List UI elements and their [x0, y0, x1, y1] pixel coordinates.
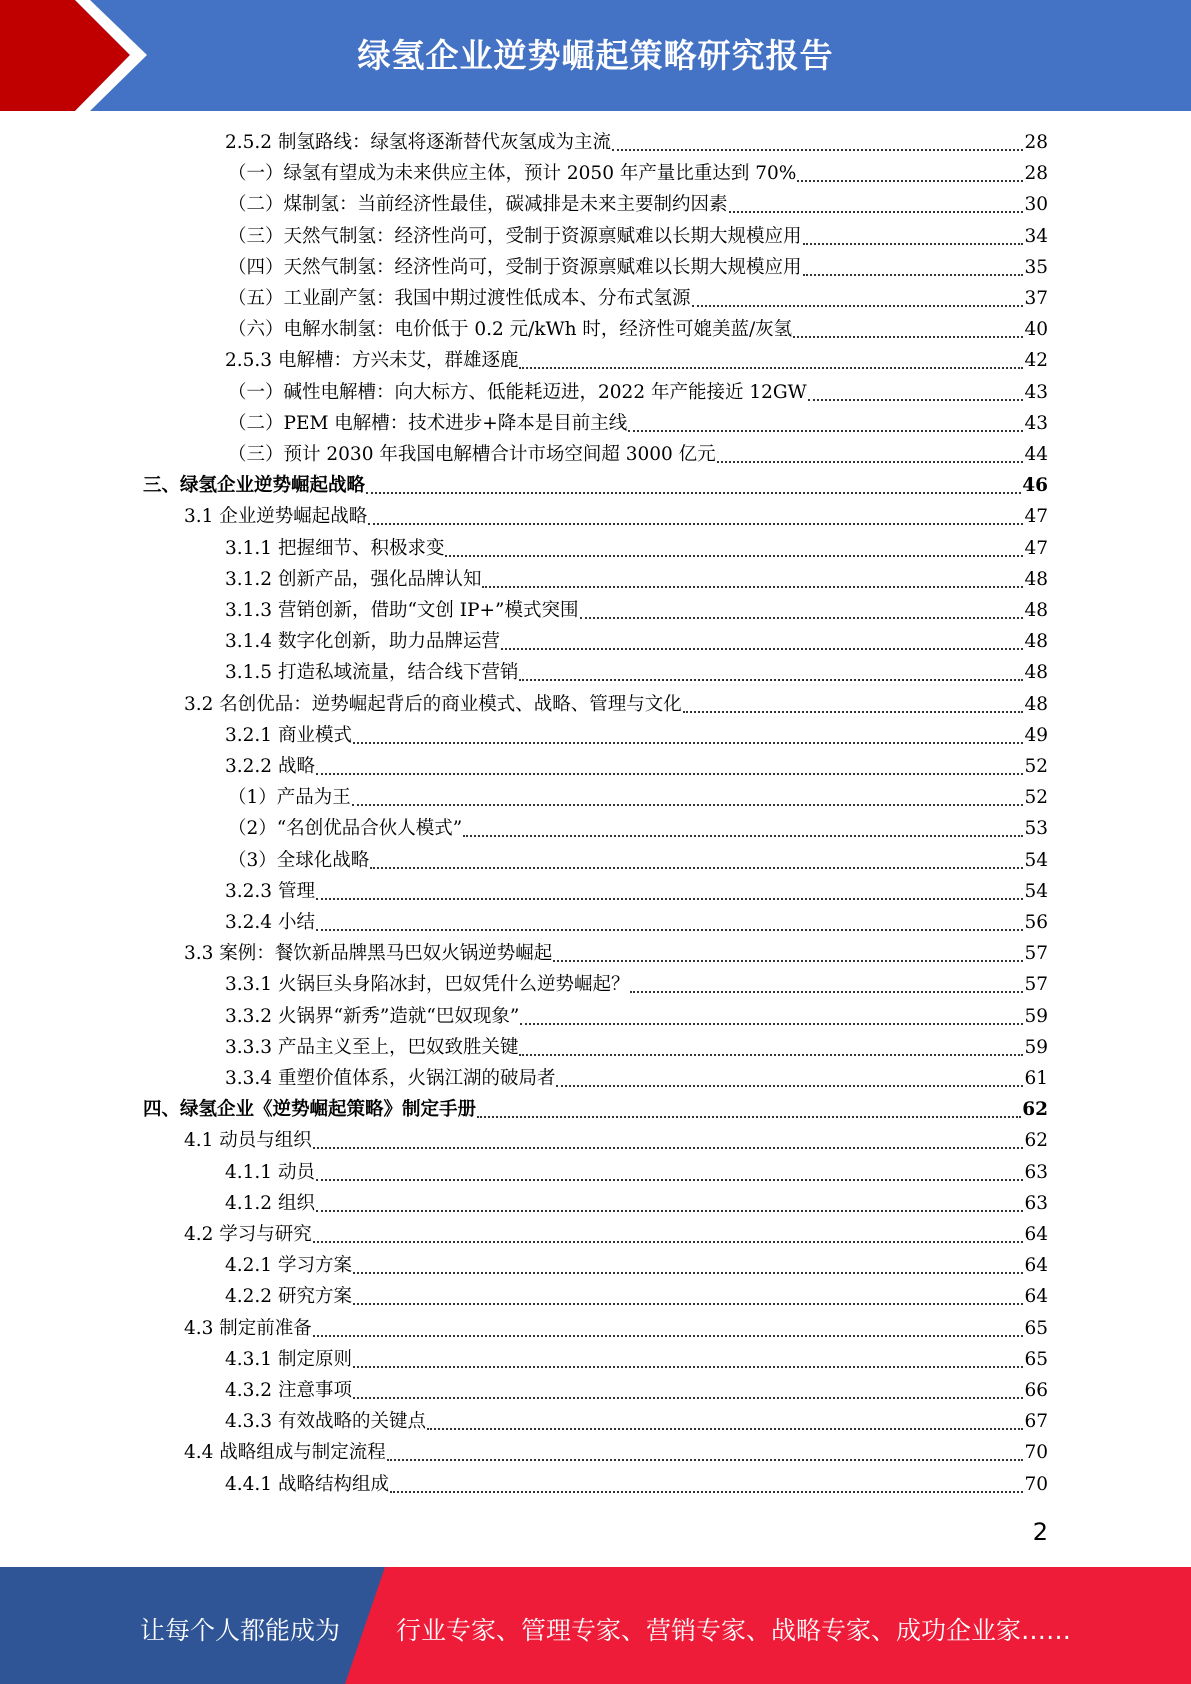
toc-entry-page: 52	[1024, 787, 1048, 809]
toc-entry-label: 4.1.1 动员	[225, 1161, 315, 1183]
toc-entry[interactable]	[225, 534, 1048, 564]
toc-entry-page: 48	[1024, 568, 1048, 590]
toc-entry[interactable]	[184, 1126, 1048, 1156]
toc-entry-label: （五）工业副产氢：我国中期过渡性低成本、分布式氢源	[228, 288, 691, 309]
toc-entry-label: （1）产品为王	[228, 787, 351, 809]
toc-entry-page: 57	[1024, 974, 1048, 996]
page-footer	[0, 1567, 1191, 1684]
toc-entry-page: 66	[1024, 1380, 1048, 1401]
toc-leader-dots	[793, 336, 1023, 338]
toc-entry-page: 62	[1024, 1130, 1048, 1152]
toc-entry-page: 53	[1024, 818, 1048, 840]
report-title: 绿氢企业逆势崛起策略研究报告	[357, 36, 834, 75]
toc-entry[interactable]	[228, 159, 1048, 189]
toc-leader-dots	[316, 773, 1024, 775]
toc-entry-label: 3.1.5 打造私域流量，结合线下营销	[225, 662, 519, 684]
toc-leader-dots	[313, 1241, 1024, 1243]
toc-entry[interactable]	[225, 877, 1048, 907]
toc-entry[interactable]	[228, 440, 1048, 470]
toc-entry-label: 3.1.1 把握细节、积极求变	[225, 537, 445, 559]
toc-leader-dots	[390, 1491, 1023, 1493]
toc-entry-label: 3.3.4 重塑价值体系，火锅江湖的破局者	[225, 1068, 556, 1089]
toc-entry[interactable]	[225, 752, 1048, 782]
toc-entry-page: 54	[1024, 880, 1048, 902]
toc-leader-dots	[519, 367, 1023, 369]
toc-entry-label: 3.1.3 营销创新，借助“文创 IP+”模式突围	[225, 600, 579, 621]
toc-leader-dots	[316, 929, 1024, 931]
toc-entry-page: 62	[1022, 1099, 1048, 1121]
toc-entry-page: 56	[1024, 912, 1048, 933]
toc-entry-label: 4.2.1 学习方案	[225, 1255, 352, 1277]
toc-entry-label: 3.2 名创优品：逆势崛起背后的商业模式、战略、管理与文化	[184, 693, 682, 715]
toc-leader-dots	[353, 742, 1024, 744]
toc-entry-page: 57	[1024, 943, 1048, 965]
toc-entry-label: 4.3.2 注意事项	[225, 1380, 352, 1401]
toc-entry[interactable]	[228, 253, 1048, 283]
toc-entry-label: 4.2.2 研究方案	[225, 1286, 352, 1308]
toc-entry-page: 70	[1024, 1442, 1048, 1464]
toc-entry[interactable]	[228, 284, 1048, 314]
toc-leader-dots	[482, 586, 1023, 588]
toc-entry[interactable]	[228, 378, 1048, 408]
toc-entry-page: 44	[1024, 444, 1048, 465]
toc-entry-page: 65	[1024, 1317, 1048, 1339]
toc-entry-label: 4.3 制定前准备	[184, 1317, 312, 1339]
toc-leader-dots	[427, 1428, 1023, 1430]
toc-entry[interactable]	[225, 627, 1048, 657]
toc-entry-page: 59	[1024, 1036, 1048, 1058]
toc-entry-page: 63	[1024, 1161, 1048, 1183]
toc-entry-label: 3.3 案例：餐饮新品牌黑马巴奴火锅逆势崛起	[184, 943, 553, 965]
toc-entry[interactable]	[225, 658, 1048, 688]
toc-leader-dots	[729, 211, 1024, 213]
toc-entry-page: 42	[1024, 350, 1048, 372]
toc-entry-page: 54	[1024, 849, 1048, 871]
toc-entry[interactable]	[225, 596, 1048, 626]
toc-entry[interactable]	[143, 471, 1048, 501]
footer-slogan-right: 行业专家、管理专家、营销专家、战略专家、成功企业家……	[396, 1616, 1072, 1645]
toc-leader-dots	[313, 1335, 1024, 1337]
toc-entry[interactable]	[184, 1220, 1048, 1250]
toc-leader-dots	[612, 149, 1023, 151]
toc-entry-page: 67	[1024, 1411, 1048, 1433]
toc-entry-label: 三、绿氢企业逆势崛起战略	[143, 475, 366, 497]
toc-entry-label: 4.4 战略组成与制定流程	[184, 1442, 386, 1464]
toc-entry[interactable]	[225, 1345, 1048, 1375]
toc-entry-label: （二）煤制氢：当前经济性最佳，碳减排是未来主要制约因素	[228, 194, 728, 216]
toc-entry[interactable]	[225, 1189, 1048, 1219]
toc-entry-label: 3.2.1 商业模式	[225, 724, 352, 746]
toc-entry-label: 3.1.2 创新产品，强化品牌认知	[225, 568, 482, 590]
toc-entry-label: （3）全球化战略	[228, 849, 370, 871]
toc-entry-label: （四）天然气制氢：经济性尚可，受制于资源禀赋难以长期大规模应用	[228, 256, 802, 278]
toc-entry-page: 47	[1024, 537, 1048, 559]
toc-entry-page: 63	[1024, 1192, 1048, 1214]
toc-entry[interactable]	[228, 846, 1048, 876]
toc-entry[interactable]	[184, 690, 1048, 720]
toc-entry-page: 52	[1024, 756, 1048, 777]
toc-entry-page: 47	[1024, 506, 1048, 528]
toc-entry-page: 35	[1024, 256, 1048, 278]
toc-leader-dots	[353, 1366, 1024, 1368]
toc-entry[interactable]	[225, 1002, 1048, 1032]
toc-entry-label: （2）“名创优品合伙人模式”	[228, 818, 463, 840]
toc-leader-dots	[352, 804, 1024, 806]
toc-entry-page: 48	[1024, 600, 1048, 621]
toc-entry-page: 70	[1024, 1473, 1048, 1495]
toc-entry-page: 61	[1024, 1068, 1048, 1089]
toc-entry-page: 34	[1024, 225, 1048, 247]
toc-entry-label: 3.2.3 管理	[225, 880, 315, 902]
page-number: 2	[1032, 1518, 1048, 1546]
toc-entry-label: 3.2.2 战略	[225, 756, 315, 777]
toc-entry-label: 3.3.1 火锅巨头身陷冰封，巴奴凭什么逆势崛起？	[225, 974, 630, 996]
toc-leader-dots	[313, 1147, 1024, 1149]
toc-entry[interactable]	[225, 128, 1048, 158]
toc-entry-label: 4.2 学习与研究	[184, 1224, 312, 1245]
toc-entry-label: 2.5.2 制氢路线：绿氢将逐渐替代灰氢成为主流	[225, 132, 611, 153]
toc-entry[interactable]	[184, 939, 1048, 969]
toc-entry[interactable]	[225, 346, 1048, 376]
toc-entry[interactable]	[225, 1282, 1048, 1312]
toc-leader-dots	[477, 1116, 1021, 1118]
toc-leader-dots	[692, 305, 1024, 307]
toc-entry-page: 46	[1022, 475, 1048, 497]
toc-entry-page: 64	[1024, 1255, 1048, 1277]
toc-entry-label: 4.1 动员与组织	[184, 1130, 312, 1152]
toc-leader-dots	[316, 1210, 1024, 1212]
toc-leader-dots	[463, 835, 1023, 837]
toc-leader-dots	[370, 867, 1023, 869]
toc-entry[interactable]	[184, 1438, 1048, 1468]
toc-entry-page: 28	[1024, 132, 1048, 153]
toc-entry[interactable]	[228, 783, 1048, 813]
toc-entry-page: 48	[1024, 631, 1048, 653]
toc-leader-dots	[501, 648, 1023, 650]
toc-leader-dots	[797, 180, 1023, 182]
toc-entry[interactable]	[225, 1407, 1048, 1437]
toc-entry[interactable]	[225, 1470, 1048, 1500]
toc-entry-page: 43	[1024, 381, 1048, 403]
toc-leader-dots	[445, 555, 1023, 557]
toc-entry-label: （三）预计 2030 年我国电解槽合计市场空间超 3000 亿元	[228, 444, 716, 465]
toc-leader-dots	[803, 243, 1024, 245]
toc-entry[interactable]	[228, 222, 1048, 252]
toc-entry-label: （二）PEM 电解槽：技术进步+降本是目前主线	[228, 412, 628, 434]
toc-entry-label: 4.3.3 有效战略的关键点	[225, 1411, 426, 1433]
toc-entry-page: 64	[1024, 1224, 1048, 1245]
toc-leader-dots	[519, 679, 1023, 681]
toc-entry[interactable]	[225, 1064, 1048, 1094]
page-header	[0, 0, 1191, 111]
toc-entry-page: 65	[1024, 1348, 1048, 1370]
toc-entry[interactable]	[225, 1033, 1048, 1063]
toc-leader-dots	[387, 1459, 1024, 1461]
toc-entry-page: 40	[1024, 319, 1048, 341]
toc-leader-dots	[316, 1179, 1024, 1181]
toc-leader-dots	[683, 711, 1024, 713]
toc-leader-dots	[353, 1272, 1024, 1274]
toc-entry-page: 48	[1024, 693, 1048, 715]
toc-entry-page: 49	[1024, 724, 1048, 746]
toc-leader-dots	[316, 898, 1024, 900]
toc-entry-label: （一）绿氢有望成为未来供应主体，预计 2050 年产量比重达到 70%	[228, 163, 797, 185]
toc-leader-dots	[353, 1303, 1024, 1305]
toc-leader-dots	[808, 399, 1024, 401]
toc-entry-label: 2.5.3 电解槽：方兴未艾，群雄逐鹿	[225, 350, 519, 372]
toc-entry[interactable]	[228, 409, 1048, 439]
toc-leader-dots	[368, 523, 1023, 525]
toc-entry-label: 4.1.2 组织	[225, 1192, 315, 1214]
toc-entry[interactable]	[225, 908, 1048, 938]
toc-entry[interactable]	[225, 1251, 1048, 1281]
toc-entry-label: 4.3.1 制定原则	[225, 1348, 352, 1370]
toc-entry-label: （六）电解水制氢：电价低于 0.2 元/kWh 时，经济性可媲美蓝/灰氢	[228, 319, 793, 341]
toc-leader-dots	[519, 1054, 1023, 1056]
toc-entry[interactable]	[228, 190, 1048, 220]
toc-entry-page: 28	[1024, 163, 1048, 185]
toc-entry-page: 37	[1024, 288, 1048, 309]
toc-leader-dots	[366, 492, 1021, 494]
toc-entry-label: 3.3.3 产品主义至上，巴奴致胜关键	[225, 1036, 519, 1058]
toc-leader-dots	[520, 1023, 1023, 1025]
toc-leader-dots	[717, 461, 1024, 463]
toc-leader-dots	[556, 1085, 1023, 1087]
toc-entry[interactable]	[225, 970, 1048, 1000]
toc-entry-label: 3.3.2 火锅界“新秀”造就“巴奴现象”	[225, 1005, 520, 1027]
toc-entry-label: 4.4.1 战略结构组成	[225, 1473, 389, 1495]
toc-entry-page: 48	[1024, 662, 1048, 684]
toc-entry-label: （一）碱性电解槽：向大标方、低能耗迈进，2022 年产能接近 12GW	[228, 381, 807, 403]
toc-entry[interactable]	[184, 1314, 1048, 1344]
toc-entry[interactable]	[143, 1095, 1048, 1125]
toc-entry-page: 64	[1024, 1286, 1048, 1308]
toc-entry-page: 43	[1024, 412, 1048, 434]
toc-entry-page: 30	[1024, 194, 1048, 216]
toc-leader-dots	[580, 617, 1024, 619]
toc-entry-label: 3.2.4 小结	[225, 912, 315, 933]
toc-entry[interactable]	[184, 502, 1048, 532]
toc-entry-label: 四、绿氢企业《逆势崛起策略》制定手册	[143, 1099, 477, 1121]
toc-leader-dots	[353, 1397, 1024, 1399]
toc-entry[interactable]	[225, 1158, 1048, 1188]
toc-entry[interactable]	[228, 814, 1048, 844]
toc-leader-dots	[628, 430, 1023, 432]
footer-slogan-left: 让每个人都能成为	[140, 1616, 341, 1645]
toc-leader-dots	[803, 274, 1024, 276]
toc-entry-label: 3.1.4 数字化创新，助力品牌运营	[225, 631, 500, 653]
toc-entry[interactable]	[225, 1376, 1048, 1406]
toc-entry[interactable]	[225, 565, 1048, 595]
toc-leader-dots	[553, 960, 1023, 962]
toc-entry[interactable]	[228, 315, 1048, 345]
toc-entry-page: 59	[1024, 1005, 1048, 1027]
toc-entry-label: 3.1 企业逆势崛起战略	[184, 506, 368, 528]
toc-entry[interactable]	[225, 721, 1048, 751]
toc-entry-label: （三）天然气制氢：经济性尚可，受制于资源禀赋难以长期大规模应用	[228, 225, 802, 247]
toc-leader-dots	[630, 991, 1023, 993]
